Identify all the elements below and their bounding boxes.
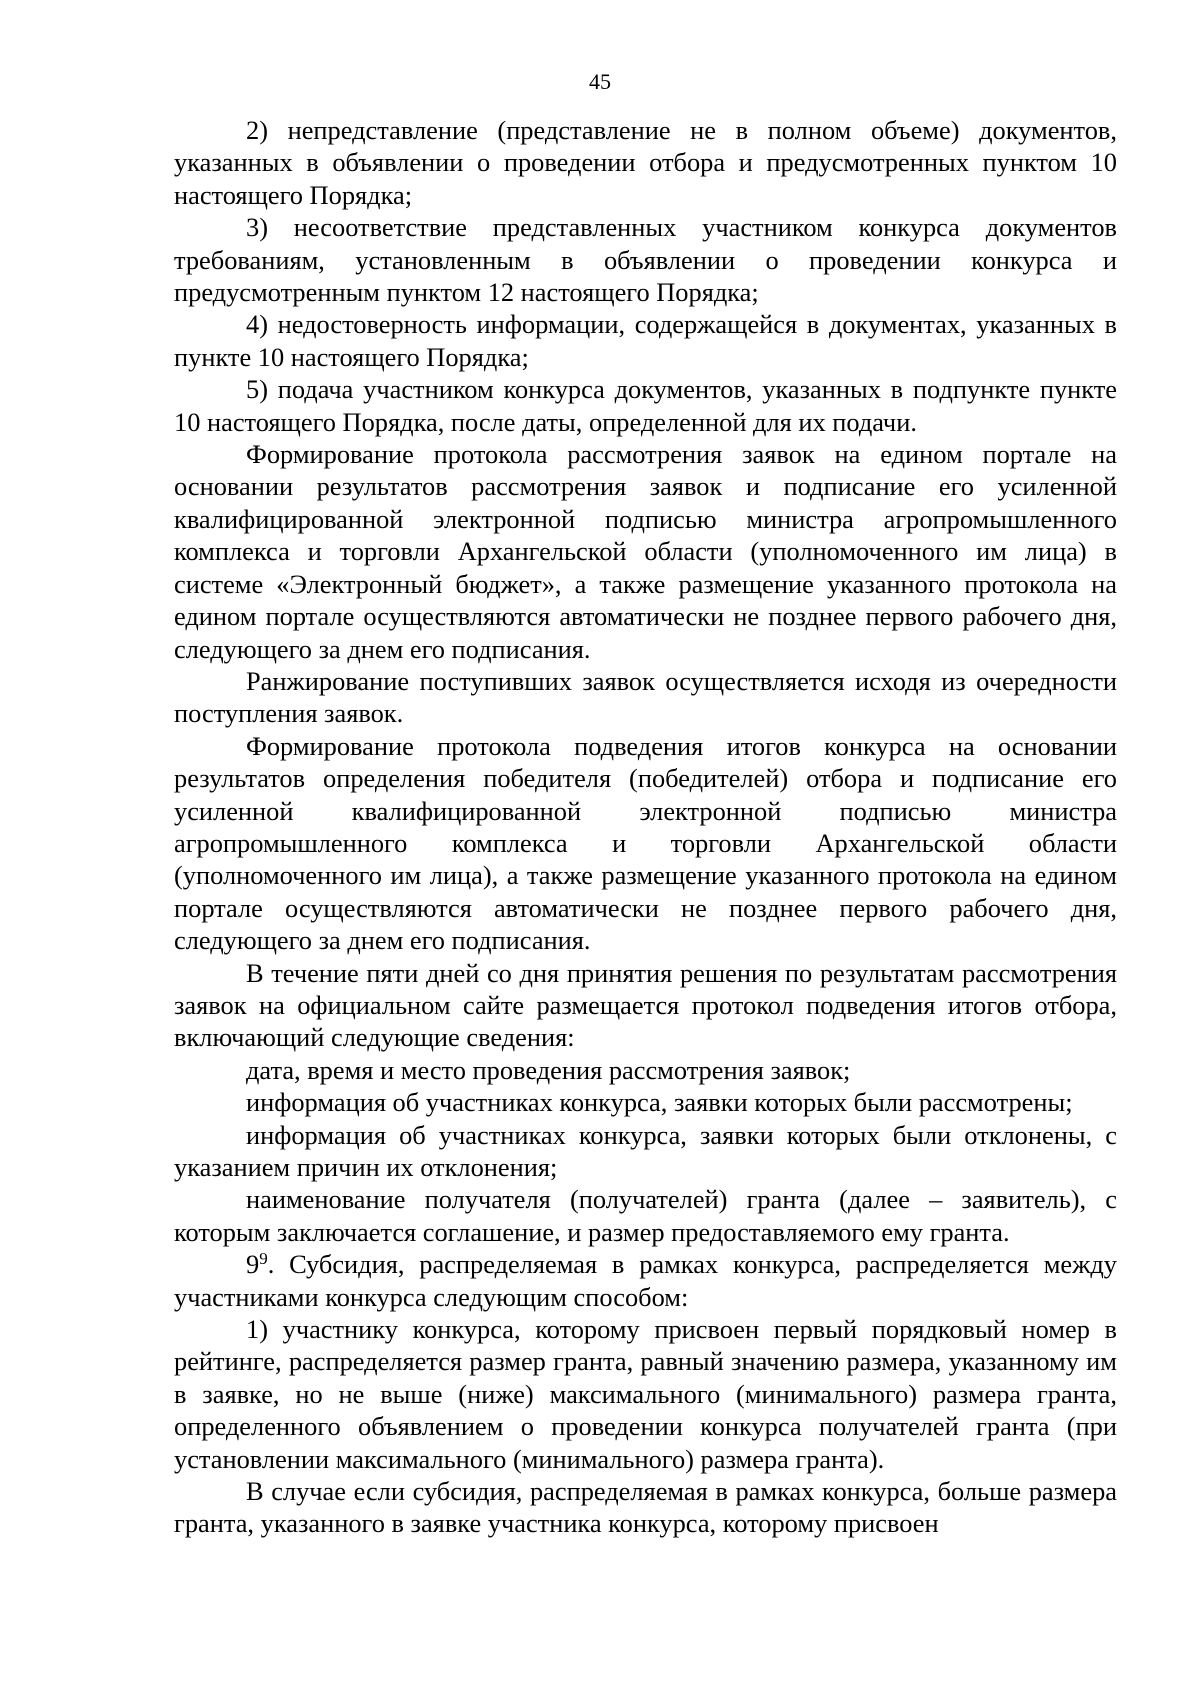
paragraph-results-protocol: Формирование протокола подведения итогов конкурса на основании результатов определения победителя (победителей) отбора и подписание его усиленной квалифицированной электронной подписью министра агропромышленного комплекса и торговли Архангельской области (уполномоченного им лица), а также размещение указанного протокола на едином портале осуществляются автоматически не позднее первого рабочего дня, следующего за днем его подписания. xyxy=(174,730,1117,956)
clause-number: 9 xyxy=(246,1249,260,1280)
paragraph-distribution-remainder: В случае если субсидия, распределяемая в рамках конкурса, больше размера гранта, указанного в заявке участника конкурса, которому присвоен xyxy=(174,1476,1117,1539)
paragraph-item-4: 4) недостоверность информации, содержащейся в документах, указанных в пункте 10 настоящего Порядка; xyxy=(174,309,1117,372)
paragraph-ranking: Ранжирование поступивших заявок осуществляется исходя из очередности поступления заявок. xyxy=(174,665,1117,729)
paragraph-info-reviewed: информация об участниках конкурса, заявки которых были рассмотрены; xyxy=(246,1087,1073,1118)
paragraph-info-date: дата, время и место проведения рассмотрения заявок; xyxy=(246,1054,851,1085)
paragraph-item-3: 3) несоответствие представленных участником конкурса документов требованиям, установленным в объявлении о проведении конкурса и предусмотренным пунктом 12 настоящего Порядка; xyxy=(174,212,1117,308)
paragraph-distribution-1: 1) участнику конкурса, которому присвоен первый порядковый номер в рейтинге, распределяется размер гранта, равный значению размера, указанному им в заявке, но не выше (ниже) максимального (минимального) размера гранта, определенного объявлением о проведении конкурса получателей гранта (при установлении максимального (минимального) размера гранта). xyxy=(174,1314,1117,1474)
clause-9-9 xyxy=(174,1248,1117,1313)
document-body xyxy=(174,114,1117,1540)
clause-superscript: 9 xyxy=(259,1249,268,1269)
paragraph-review-protocol: Формирование протокола рассмотрения заявок на едином портале на основании результатов рассмотрения заявок и подписание его усиленной квалифицированной электронной подписью министра агропромышленного комплекса и торговли Архангельской области (уполномоченного им лица) в системе «Электронный бюджет», а также размещение указанного протокола на едином портале осуществляются автоматически не позднее первого рабочего дня, следующего за днем его подписания. xyxy=(174,439,1117,664)
paragraph-info-rejected: информация об участниках конкурса, заявки которых были отклонены, с указанием причин их отклонения; xyxy=(174,1119,1117,1182)
paragraph-publication: В течение пяти дней со дня принятия решения по результатам рассмотрения заявок на официальном сайте размещается протокол подведения итогов отбора, включающий следующие сведения: xyxy=(174,957,1117,1053)
paragraph-item-5: 5) подача участником конкурса документов, указанных в подпункте пункте 10 настоящего Порядка, после даты, определенной для их подачи. xyxy=(174,374,1117,437)
page-number: 45 xyxy=(589,69,611,94)
paragraph-recipient: наименование получателя (получателей) гранта (далее – заявитель), с которым заключается соглашение, и размер предоставляемого ему гранта. xyxy=(174,1184,1117,1247)
paragraph-item-2: 2) непредставление (представление не в полном объеме) документов, указанных в объявлении о проведении отбора и предусмотренных пунктом 10 настоящего Порядка; xyxy=(174,115,1117,210)
clause-text: . Субсидия, распределяемая в рамках конкурса, распределяется между участниками конкурса следующим способом: xyxy=(174,1249,1117,1312)
